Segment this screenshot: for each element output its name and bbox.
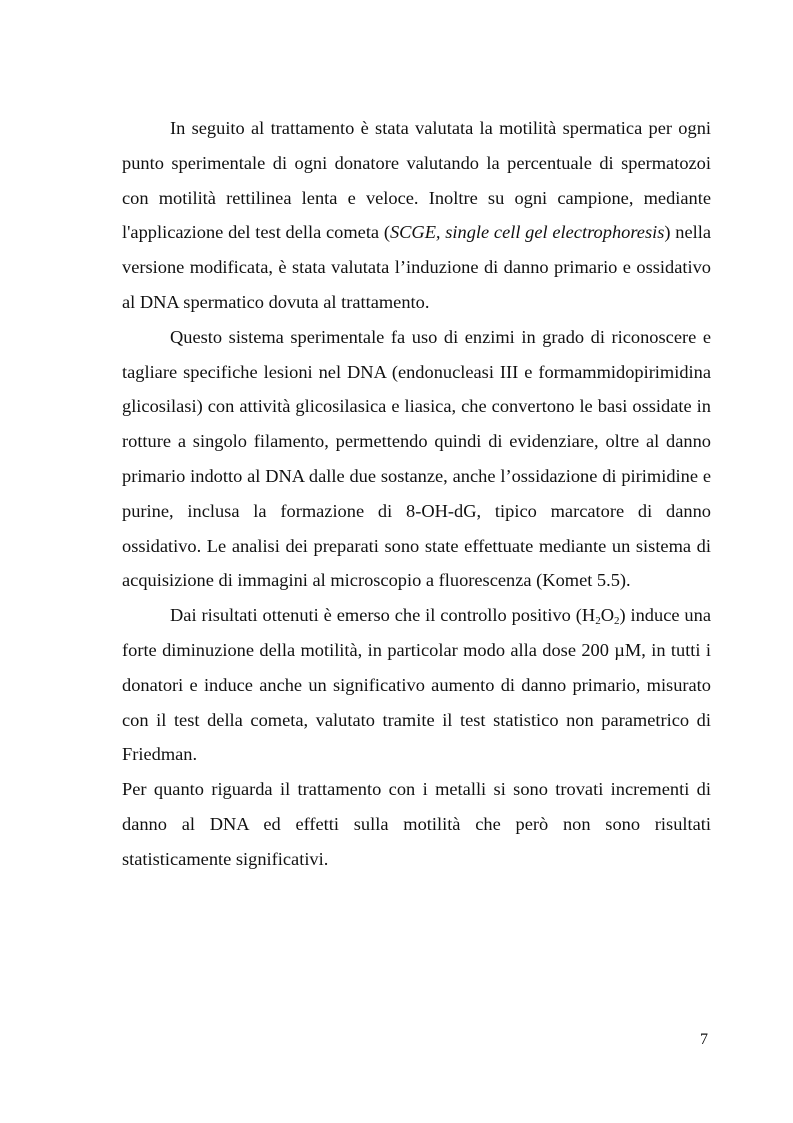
subscript-h2: 2 [595, 615, 601, 628]
body-text [122, 111, 711, 877]
paragraph-results: Dai risultati ottenuti è emerso che il controllo positivo $(H_2O_2)$ induce una forte diminuzione della motilità, in particolar modo alla dose 200 µM, in tutti i donatori e induce anche un significativo aumento di danno primario, misurato con il test della cometa, valutato tramite il test statistico non parametrico di Friedman. [122, 605, 711, 765]
paragraph-metals-treatment: Per quanto riguarda il trattamento con i metalli si sono trovati incrementi di danno al DNA ed effetti sulla motilità che però non sono risultati statisticamente significativi. [122, 779, 711, 869]
paragraph-experimental-system: Questo sistema sperimentale fa uso di enzimi in grado di riconoscere e tagliare specifiche lesioni nel DNA (endonucleasi III e formammidopirimidina glicosilasi) con attività glicosilasica e liasica, che convertono le basi ossidate in rotture a singolo filamento, permettendo quindi di evidenziare, oltre al danno primario indotto al DNA dalle due sostanze, anche l’ossidazione di pirimidine e purine, inclusa la formazione di 8-OH-dG, tipico marcatore di danno ossidativo. Le analisi dei preparati sono state effettuate mediante un sistema di acquisizione di immagini al microscopio a fluorescenza (Komet 5.5). [122, 326, 711, 591]
paragraph-sperm-motility: In seguito al trattamento è stata valutata la motilità spermatica per ogni punto sperimentale di ogni donatore valutando la percentuale di spermatozoi con motilità rettilinea lenta e veloce. Inoltre su ogni campione, mediante l'applicazione del test della cometa (SCGE, single cell gel electrophoresis) nella versione modificata, è stata valutata l’induzione di danno primario e ossidativo al DNA spermatico dovuta al trattamento. [122, 118, 711, 312]
subscript-o2: 2 [613, 615, 620, 628]
comet-assay-term: SCGE, single cell gel electrophoresis [389, 222, 665, 243]
page-number: 7 [700, 1031, 708, 1048]
